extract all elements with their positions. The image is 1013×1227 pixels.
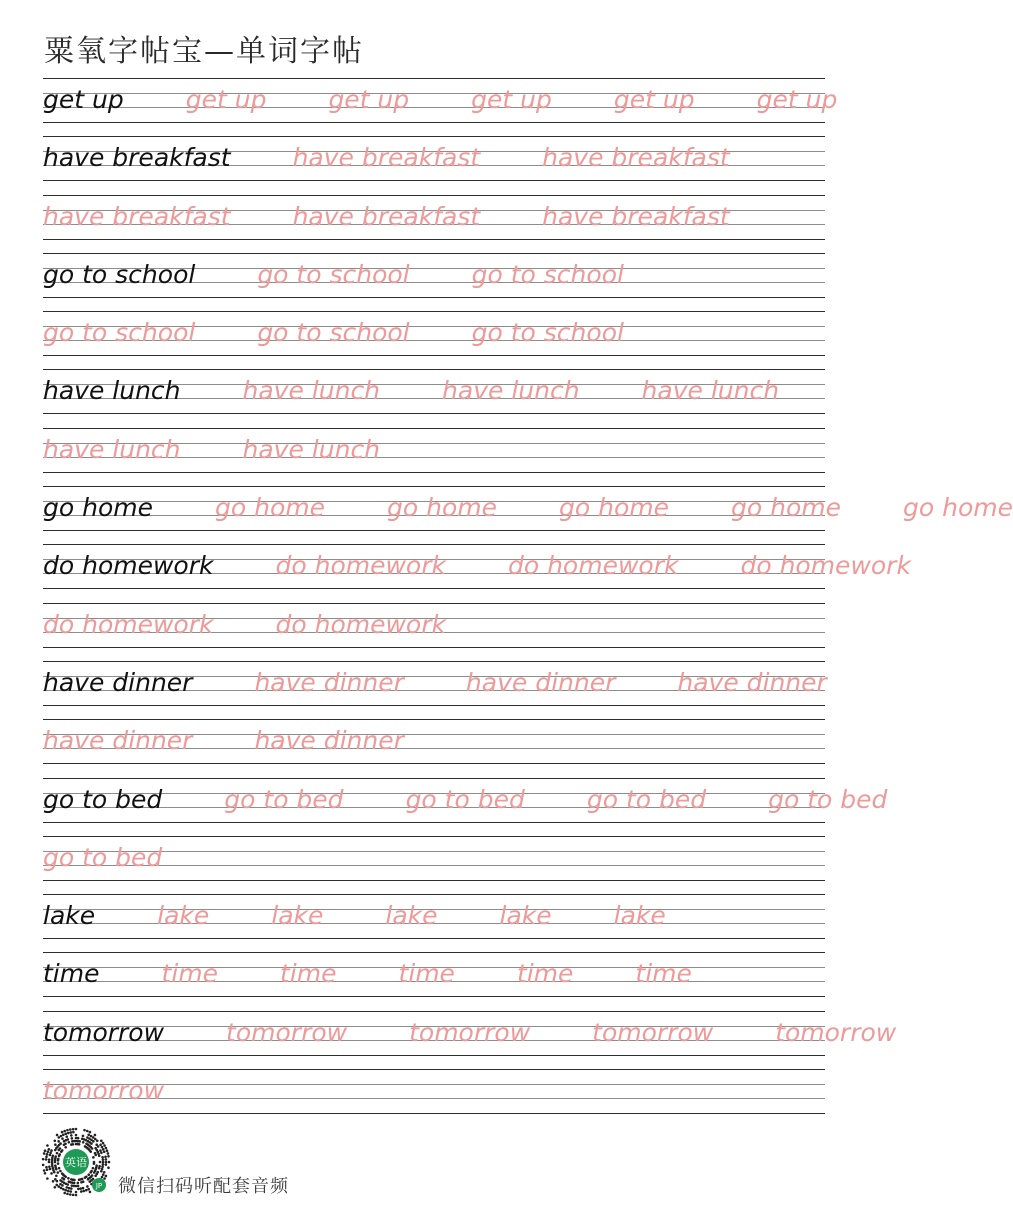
model-word: have breakfast <box>43 143 231 173</box>
practice-words <box>43 958 825 990</box>
guide-line <box>43 1011 825 1012</box>
model-word: time <box>43 959 100 989</box>
practice-row <box>43 1069 825 1127</box>
trace-word: go to school <box>471 259 624 289</box>
guide-line <box>43 355 825 356</box>
practice-row <box>43 428 825 486</box>
trace-word: time <box>516 959 574 989</box>
practice-row <box>43 778 888 836</box>
model-word: go home <box>43 493 153 523</box>
guide-line <box>43 195 825 196</box>
practice-words <box>43 375 825 407</box>
guide-line <box>43 647 825 648</box>
guide-line <box>43 311 825 312</box>
model-word: go to bed <box>43 784 163 814</box>
trace-word: lake <box>157 901 210 931</box>
guide-line <box>43 588 825 589</box>
practice-row <box>43 719 825 777</box>
trace-word: tomorrow <box>775 1017 897 1047</box>
practice-sheet <box>43 78 1013 1127</box>
guide-line <box>43 530 825 531</box>
guide-line <box>43 136 825 137</box>
trace-word: go to school <box>471 318 624 348</box>
practice-words <box>43 900 825 932</box>
trace-word: go home <box>215 493 325 523</box>
guide-line <box>43 603 825 604</box>
practice-words <box>43 317 825 349</box>
trace-word: time <box>635 959 692 989</box>
guide-line <box>43 122 825 123</box>
trace-word: get up <box>756 85 838 114</box>
model-word: do homework <box>43 551 214 581</box>
guide-line <box>43 894 825 895</box>
practice-words <box>43 725 825 757</box>
practice-row <box>43 544 911 602</box>
practice-words <box>43 259 825 291</box>
trace-word: do homework <box>275 551 446 581</box>
guide-line <box>43 705 825 706</box>
guide-line <box>43 1069 825 1070</box>
practice-row <box>43 78 838 136</box>
trace-word: go to bed <box>224 784 344 814</box>
trace-word: have breakfast <box>542 143 730 173</box>
guide-line <box>43 778 825 779</box>
practice-row <box>43 661 825 719</box>
practice-words <box>43 201 825 233</box>
trace-word: do homework <box>740 551 911 581</box>
trace-word: have lunch <box>43 434 181 464</box>
guide-line <box>43 952 825 953</box>
guide-line <box>43 486 825 487</box>
practice-row <box>43 952 825 1010</box>
trace-word: go home <box>387 493 497 523</box>
guide-line <box>43 544 825 545</box>
trace-word: do homework <box>275 609 446 639</box>
guide-line <box>43 369 825 370</box>
model-word: tomorrow <box>43 1017 165 1047</box>
guide-line <box>43 763 825 764</box>
practice-words <box>43 609 825 641</box>
trace-word: lake <box>271 901 324 931</box>
guide-line <box>43 180 825 181</box>
trace-word: have dinner <box>254 726 404 756</box>
practice-words <box>43 1075 825 1107</box>
trace-word: go to school <box>257 318 410 348</box>
practice-words <box>43 492 1013 524</box>
guide-line <box>43 253 825 254</box>
trace-word: lake <box>385 901 438 931</box>
guide-line <box>43 661 825 662</box>
practice-words <box>43 84 838 116</box>
trace-word: get up <box>613 85 695 114</box>
trace-word: time <box>279 959 337 989</box>
trace-word: have dinner <box>43 726 193 756</box>
qr-corner-label: JP <box>95 1182 103 1190</box>
practice-row <box>43 836 825 894</box>
model-word: lake <box>43 901 96 931</box>
guide-line <box>43 413 825 414</box>
guide-line <box>43 472 825 473</box>
trace-word: time <box>161 959 218 989</box>
trace-word: lake <box>499 901 552 931</box>
footer-caption: 微信扫码听配套音频 <box>118 1176 289 1197</box>
guide-line <box>43 938 825 939</box>
trace-word: tomorrow <box>226 1017 348 1047</box>
practice-row <box>43 369 825 427</box>
qr-code-icon[interactable] <box>40 1126 112 1198</box>
practice-words <box>43 550 911 582</box>
guide-line <box>43 719 825 720</box>
trace-word: go to bed <box>586 784 707 814</box>
practice-row <box>43 311 825 369</box>
trace-word: get up <box>185 85 267 114</box>
model-word: have dinner <box>43 667 193 697</box>
guide-line <box>43 822 825 823</box>
trace-word: do homework <box>507 551 679 581</box>
model-word: get up <box>43 85 124 114</box>
practice-row <box>43 894 825 952</box>
guide-line <box>43 1055 825 1056</box>
trace-word: get up <box>328 85 410 114</box>
practice-row <box>43 486 1013 544</box>
page-title: 粟氧字帖宝—单词字帖 <box>44 34 364 69</box>
trace-word: tomorrow <box>592 1017 714 1047</box>
trace-word: tomorrow <box>43 1076 165 1106</box>
trace-word: go home <box>559 493 669 523</box>
trace-word: have lunch <box>641 376 780 406</box>
practice-row <box>43 603 825 661</box>
trace-word: go to bed <box>405 784 525 814</box>
trace-word: have breakfast <box>542 201 730 231</box>
trace-word: go to school <box>43 318 196 348</box>
model-word: go to school <box>43 259 196 289</box>
trace-word: have lunch <box>242 376 381 406</box>
trace-word: go to bed <box>43 842 163 872</box>
trace-word: go home <box>731 493 841 523</box>
practice-row <box>43 136 825 194</box>
practice-words <box>43 842 825 874</box>
trace-word: have lunch <box>442 376 580 406</box>
guide-line <box>43 996 825 997</box>
practice-words <box>43 142 825 174</box>
guide-line <box>43 297 825 298</box>
practice-row <box>43 195 825 253</box>
guide-line <box>43 239 825 240</box>
trace-word: have dinner <box>465 667 616 697</box>
practice-words <box>43 434 825 466</box>
guide-line <box>43 428 825 429</box>
practice-words <box>43 1017 897 1049</box>
trace-word: have lunch <box>242 434 381 464</box>
trace-word: time <box>398 959 455 989</box>
trace-word: go home <box>903 493 1013 523</box>
trace-word: get up <box>471 85 552 114</box>
practice-row <box>43 1011 897 1069</box>
trace-word: lake <box>613 901 666 931</box>
qr-badge-label: 英语 <box>65 1156 87 1169</box>
trace-word: have dinner <box>254 667 404 697</box>
trace-word: go to school <box>257 259 410 289</box>
guide-line <box>43 78 825 79</box>
trace-word: do homework <box>43 609 214 639</box>
trace-word: have dinner <box>677 667 827 697</box>
trace-word: tomorrow <box>409 1017 531 1047</box>
practice-row <box>43 253 825 311</box>
footer-divider <box>43 1113 825 1114</box>
trace-word: have breakfast <box>292 143 481 173</box>
model-word: have lunch <box>43 376 181 406</box>
guide-line <box>43 880 825 881</box>
guide-line <box>43 836 825 837</box>
practice-words <box>43 784 888 816</box>
trace-word: have breakfast <box>43 201 231 231</box>
practice-words <box>43 667 825 699</box>
trace-word: have breakfast <box>292 201 481 231</box>
trace-word: go to bed <box>768 784 888 814</box>
